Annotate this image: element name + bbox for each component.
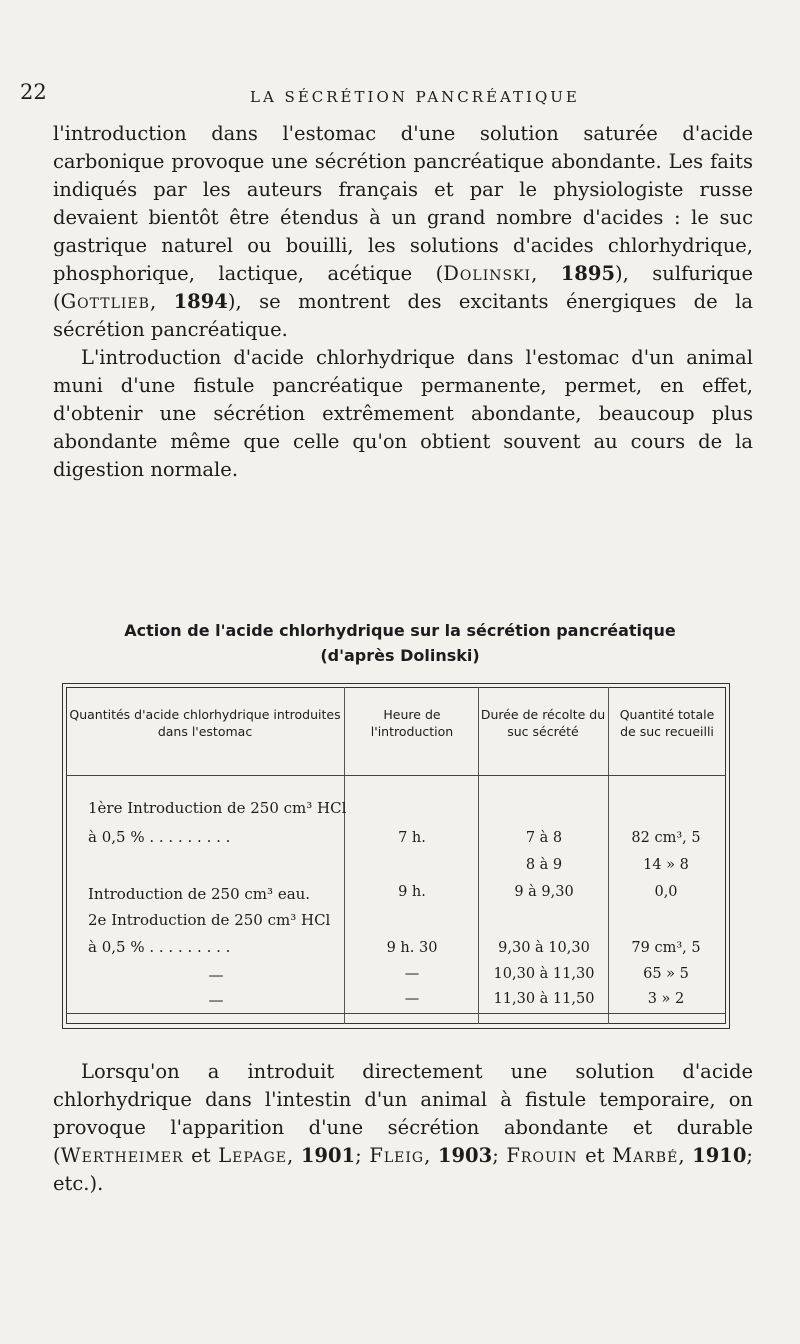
table-cell: 11,30 à 11,50 bbox=[493, 991, 595, 1007]
page-number: 22 bbox=[20, 80, 47, 104]
year: 1894 bbox=[173, 290, 228, 313]
table-cell: 9 h. 30 bbox=[386, 940, 438, 956]
table-cell: 9 h. bbox=[398, 884, 426, 900]
table-cell: 79 cm³, 5 bbox=[631, 940, 701, 956]
body-text-top bbox=[53, 120, 753, 484]
table-cell: 65 » 5 bbox=[643, 966, 689, 982]
column-divider bbox=[344, 687, 345, 1024]
table-cell: 9 à 9,30 bbox=[514, 884, 574, 900]
author-wertheimer: Wertheimer bbox=[60, 1144, 184, 1167]
column-divider bbox=[608, 687, 609, 1024]
table-cell: — bbox=[404, 966, 420, 982]
author-marbe: Marbé bbox=[612, 1144, 679, 1167]
table-header-quantity: Quantités d'acide chlorhydrique introduites dans l'estomac bbox=[69, 707, 341, 739]
year: 1910 bbox=[692, 1144, 747, 1167]
paragraph-2: L'introduction d'acide chlorhydrique dans l'estomac d'un animal muni d'une fistule pancréatique permanente, permet, en effet, d'obtenir une sécrétion extrêmement abondante, beaucoup plus abondante même que celle qu'on obtient souvent au cours de la digestion normale. bbox=[53, 346, 753, 481]
paragraph-3: Lorsqu'on a introduit directement une solution d'acide chlorhydrique dans l'intestin d'un animal à fistule temporaire, on provoque l'apparition d'une sécrétion abondante et durable (Wertheimer et Lepage, 1901; Fleig, 1903; Frouin et Marbé, 1910; etc.). bbox=[53, 1060, 753, 1195]
table-cell: 0,0 bbox=[654, 884, 678, 900]
table-cell: 3 » 2 bbox=[647, 991, 685, 1007]
table-cell: à 0,5 % . . . . . . . . . bbox=[88, 938, 231, 956]
table-cell: à 0,5 % . . . . . . . . . bbox=[88, 828, 231, 846]
table-cell: 2e Introduction de 250 cm³ HCl bbox=[88, 911, 331, 929]
body-text-bottom bbox=[53, 1058, 753, 1198]
table-header-hour: Heure de l'introduction bbox=[370, 707, 454, 739]
table-bottom-rule bbox=[66, 1013, 726, 1014]
table-subtitle: (d'après Dolinski) bbox=[320, 646, 480, 665]
table-caption bbox=[0, 618, 800, 668]
table-cell: 7 h. bbox=[398, 830, 426, 846]
author-frouin: Frouin bbox=[506, 1144, 578, 1167]
table-cell: 1ère Introduction de 250 cm³ HCl bbox=[88, 799, 347, 817]
table-cell: — bbox=[404, 991, 420, 1007]
year: 1903 bbox=[437, 1144, 493, 1167]
year: 1895 bbox=[560, 262, 616, 285]
table-cell: 14 » 8 bbox=[643, 857, 689, 873]
table-cell: 8 à 9 bbox=[525, 857, 563, 873]
paragraph-1: l'introduction dans l'estomac d'une solution saturée d'acide carbonique provoque une sécrétion pancréatique abondante. Les faits indiqués par les auteurs français et par le physiologiste russe devaient bientôt être étendus à un grand nombre d'acides : le suc gastrique naturel ou bouilli, les solutions d'acides chlorhydrique, phosphorique, lactique, acétique (Dolinski, 1895), sulfurique (Gottlieb, 1894), se montrent des excitants énergiques de la sécrétion pancréatique. bbox=[53, 122, 753, 341]
table-cell: 10,30 à 11,30 bbox=[493, 966, 595, 982]
table-cell: — bbox=[208, 991, 224, 1009]
table-cell: — bbox=[208, 966, 224, 984]
author-lepage: Lepage bbox=[218, 1144, 288, 1167]
table-header-total: Quantité totale de suc recueilli bbox=[619, 707, 715, 739]
table-cell: 7 à 8 bbox=[525, 830, 563, 846]
table-title: Action de l'acide chlorhydrique sur la sécrétion pancréatique bbox=[124, 621, 676, 640]
running-head: LA SÉCRÉTION PANCRÉATIQUE bbox=[250, 88, 580, 106]
table-cell: 82 cm³, 5 bbox=[631, 830, 701, 846]
table-cell: Introduction de 250 cm³ eau. bbox=[88, 885, 311, 903]
header-divider bbox=[66, 775, 726, 776]
author-dolinski: Dolinski bbox=[443, 262, 532, 285]
author-fleig: Fleig bbox=[369, 1144, 425, 1167]
author-gottlieb: Gottlieb bbox=[60, 290, 150, 313]
year: 1901 bbox=[300, 1144, 356, 1167]
table-cell: 9,30 à 10,30 bbox=[498, 940, 590, 956]
table-header-duration: Durée de récolte du suc sécrété bbox=[480, 707, 606, 739]
column-divider bbox=[478, 687, 479, 1024]
